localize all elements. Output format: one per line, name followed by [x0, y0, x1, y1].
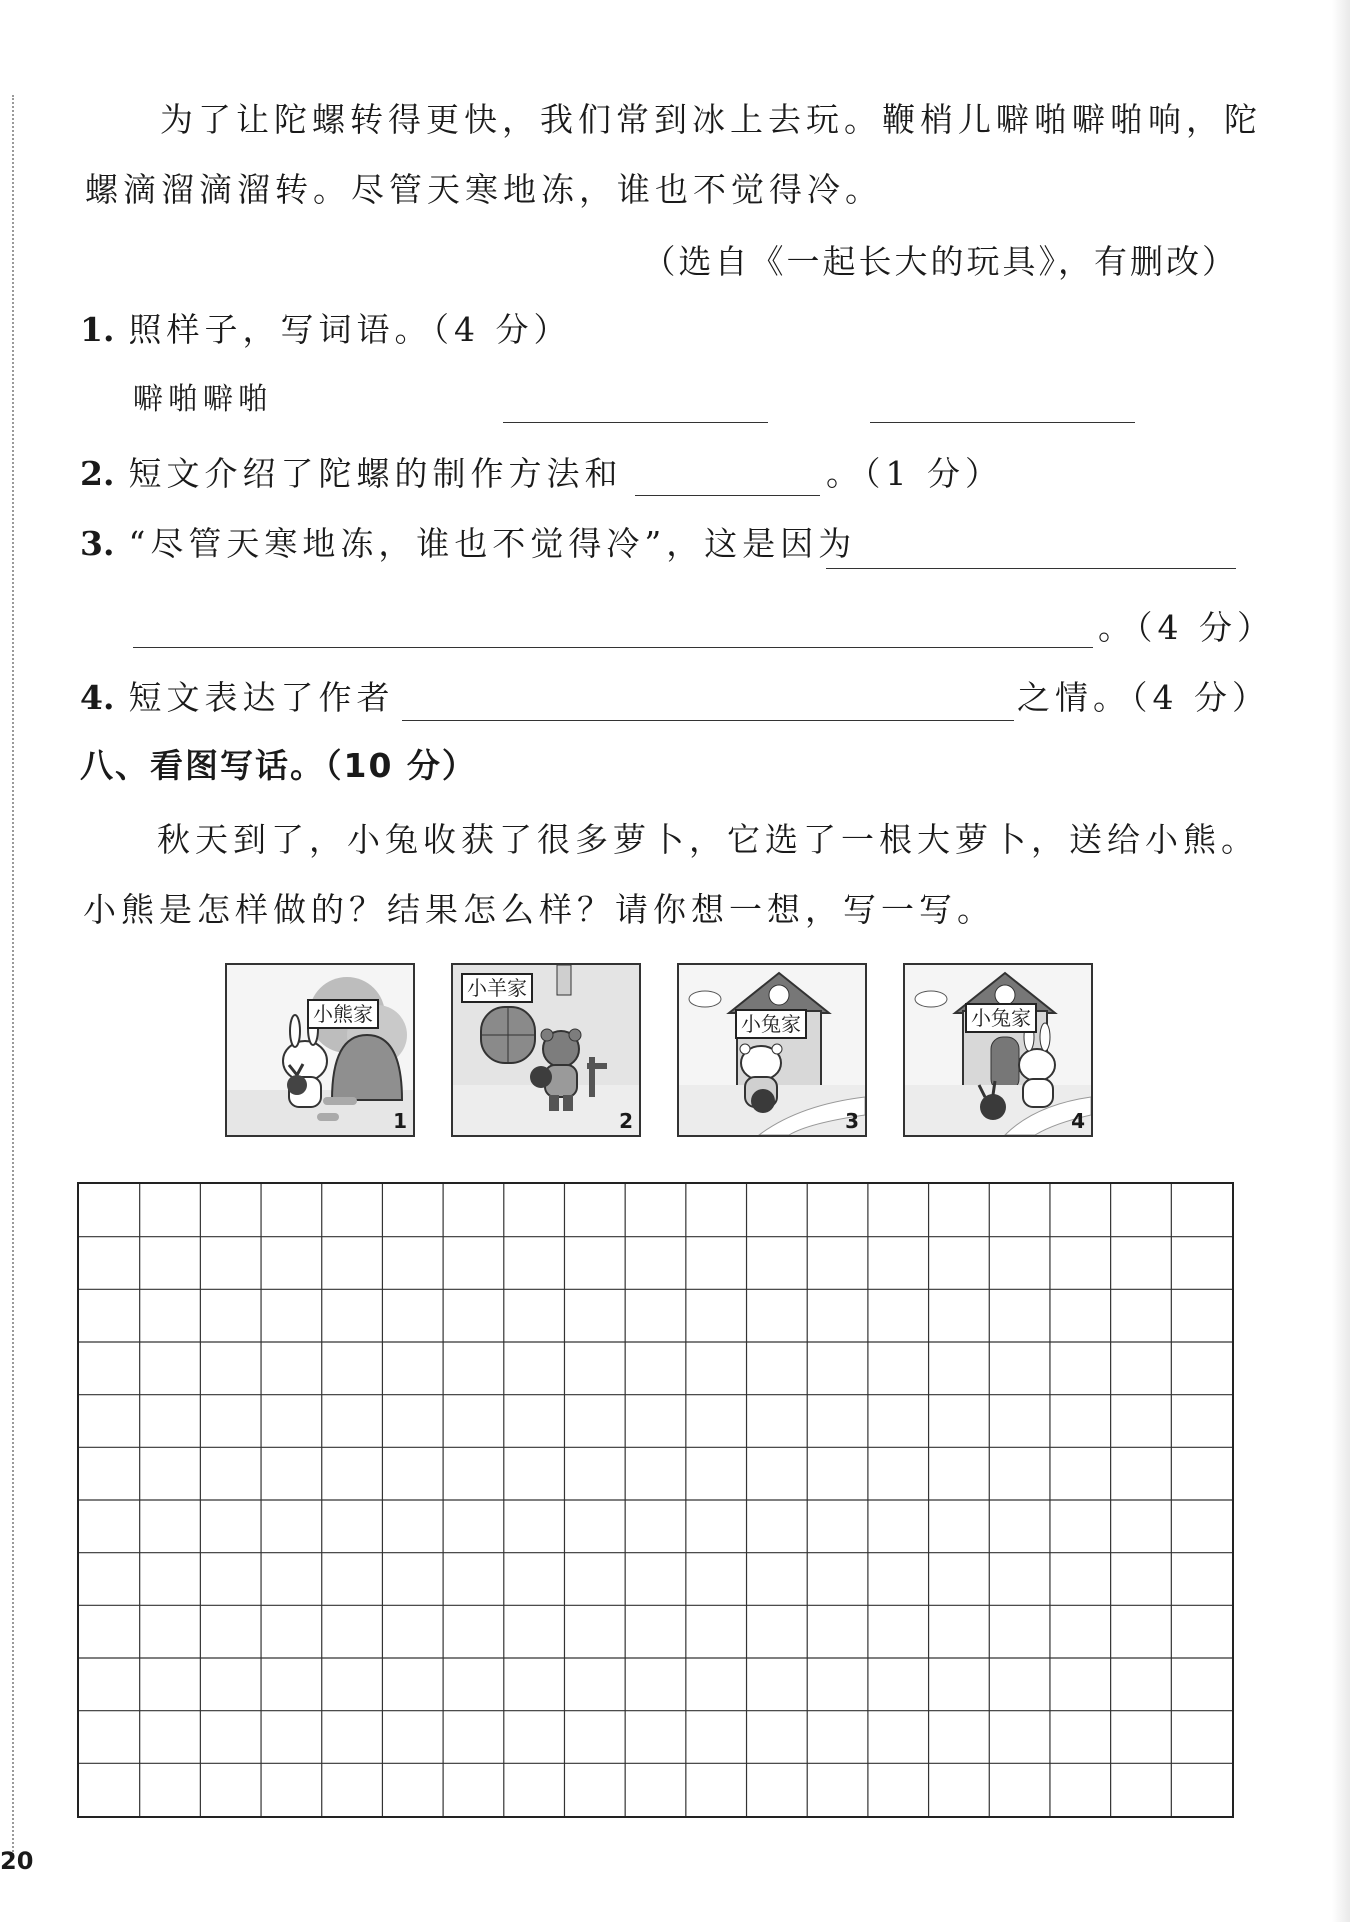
answer-blank-2[interactable]	[635, 495, 820, 496]
picture-panel-2	[451, 963, 641, 1137]
page-edge-shadow	[1332, 0, 1350, 1922]
section-8-heading: 八、看图写话。（10 分）	[80, 746, 477, 785]
section-8-prompt-line-1: 秋天到了，小兔收获了很多萝卜，它选了一根大萝卜，送给小熊。	[157, 820, 1259, 859]
page-number: 20	[0, 1847, 34, 1875]
question-1-example: 噼啪噼啪	[133, 382, 273, 417]
binding-dotted-line	[12, 95, 14, 1855]
answer-blank-1a[interactable]	[503, 422, 768, 423]
question-4	[80, 676, 394, 720]
question-text-before: “尽管天寒地冻，谁也不觉得冷”，这是因为	[128, 524, 857, 563]
question-2	[80, 452, 622, 496]
answer-blank-1b[interactable]	[870, 422, 1135, 423]
question-4-tail: 之情。（4 分）	[1017, 678, 1270, 717]
picture-panel-4	[903, 963, 1093, 1137]
bear-at-rabbit-house-illustration	[679, 965, 865, 1135]
question-text-before: 短文表达了作者	[128, 678, 395, 717]
rabbit-surprised-illustration	[905, 965, 1091, 1135]
answer-blank-4[interactable]	[402, 720, 1014, 721]
grid-lines	[79, 1184, 1232, 1816]
passage-line-2: 螺滴溜滴溜转。尽管天寒地冻，谁也不觉得冷。	[85, 170, 883, 209]
house-sign: 小羊家	[461, 973, 533, 1003]
question-number: 4.	[80, 678, 115, 717]
rabbit-at-bear-house-illustration	[227, 965, 413, 1135]
answer-blank-3b[interactable]	[133, 647, 1093, 648]
picture-panel-3	[677, 963, 867, 1137]
question-number: 1.	[80, 310, 115, 349]
writing-grid[interactable]	[77, 1182, 1234, 1818]
passage-line-1: 为了让陀螺转得更快，我们常到冰上去玩。鞭梢儿噼啪噼啪响，陀	[160, 100, 1262, 139]
question-text: 照样子，写词语。（4 分）	[128, 310, 572, 349]
question-text-before: 短文介绍了陀螺的制作方法和	[128, 454, 623, 493]
question-3	[80, 522, 856, 566]
question-1	[80, 308, 571, 352]
section-8-prompt-line-2: 小熊是怎样做的？结果怎么样？请你想一想，写一写。	[83, 890, 995, 929]
answer-blank-3a[interactable]	[826, 568, 1236, 569]
house-sign: 小兔家	[965, 1003, 1037, 1033]
picture-panel-1	[225, 963, 415, 1137]
question-2-tail: 。（1 分）	[826, 454, 1003, 493]
question-number: 3.	[80, 524, 115, 563]
passage-source: （选自《一起长大的玩具》，有删改）	[642, 242, 1238, 281]
house-sign: 小兔家	[735, 1009, 807, 1039]
question-3-tail: 。（4 分）	[1098, 608, 1275, 647]
panel-number: 1	[393, 1109, 407, 1133]
panel-number: 4	[1071, 1109, 1085, 1133]
panel-number: 2	[619, 1109, 633, 1133]
panel-number: 3	[845, 1109, 859, 1133]
question-number: 2.	[80, 454, 115, 493]
house-sign: 小熊家	[307, 999, 379, 1029]
